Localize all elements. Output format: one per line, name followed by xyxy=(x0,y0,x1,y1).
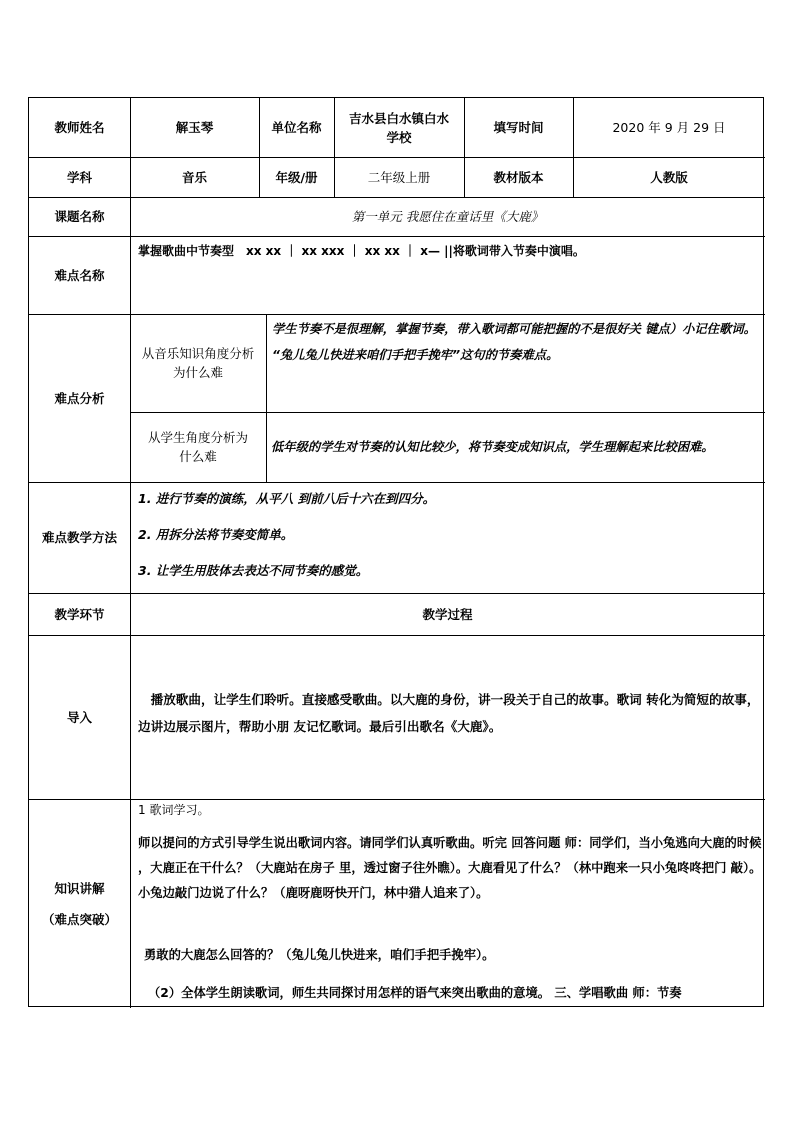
knowledge-label: 知识讲解 xyxy=(54,880,105,896)
intro-label: 导入 xyxy=(66,709,92,725)
knowledge-label-cell xyxy=(29,799,130,1008)
lesson-plan-table xyxy=(28,97,764,1007)
methods-label: 难点教学方法 xyxy=(41,530,117,545)
topic-label: 课题名称 xyxy=(54,209,105,224)
analysis-student-label: 从学生角度分析为什么难 xyxy=(147,430,248,464)
grade-label: 年级/册 xyxy=(275,169,318,185)
knowledge-p1: 1 歌词学习。 xyxy=(138,803,210,817)
col-divider xyxy=(266,314,267,482)
edition-value: 人教版 xyxy=(650,169,688,185)
difficulty-label: 难点名称 xyxy=(54,267,105,283)
date-label: 填写时间 xyxy=(493,120,544,135)
method-item-3: 3. 让学生用肢体去表达不同节奏的感觉。 xyxy=(138,563,369,578)
unit-value: 吉水县白水镇白水学校 xyxy=(348,110,449,145)
stage-label: 教学环节 xyxy=(54,606,105,622)
knowledge-p3: 勇敢的大鹿怎么回答的？（兔儿兔儿快进来，咱们手把手挽牢）。 xyxy=(144,948,495,962)
analysis-label: 难点分析 xyxy=(54,390,105,406)
teacher-value: 解玉琴 xyxy=(175,120,214,135)
method-item-1: 1. 进行节奏的演练，从平八 到前八后十六在到四分。 xyxy=(138,491,436,506)
edition-label: 教材版本 xyxy=(493,169,544,185)
knowledge-sublabel: （难点突破） xyxy=(41,911,117,927)
subject-label: 学科 xyxy=(66,169,92,185)
method-item-2: 2. 用拆分法将节奏变简单。 xyxy=(138,527,294,542)
analysis-student-text: 低年级的学生对节奏的认知比较少，将节奏变成知识点，学生理解起来比较困难。 xyxy=(271,439,714,454)
knowledge-p4: （2）全体学生朗读歌词，师生共同探讨用怎样的语气来突出歌曲的意境。 三、学唱歌曲 师：节奏 xyxy=(148,986,682,1000)
grade-value: 二年级上册 xyxy=(367,169,431,185)
unit-label: 单位名称 xyxy=(271,120,322,135)
analysis-music-label: 从音乐知识角度分析为什么难 xyxy=(141,346,255,380)
row-divider xyxy=(29,635,765,636)
row-divider xyxy=(29,236,765,237)
date-value: 2020 年 9 月 29 日 xyxy=(612,120,726,135)
intro-text: 播放歌曲，让学生们聆听。直接感受歌曲。以大鹿的身份，讲一段关于自己的故事。歌词 转化为简短的故事，边讲边展示图片，帮助小朋 友记忆歌词。最后引出歌名《大鹿》。 xyxy=(138,692,760,734)
difficulty-value: 掌握歌曲中节奏型 xx xx ｜ xx xxx ｜ xx xx ｜ x— ||将歌词带入节奏中演唱。 xyxy=(138,244,585,258)
topic-value: 第一单元 我愿住在童话里《大鹿》 xyxy=(351,209,544,224)
analysis-music-text: 学生节奏不是很理解，掌握节奏，带入歌词都可能把握的不是很好关 键点）小记住歌词。 “兔儿兔儿快进来咱们手把手挽牢”这句的节奏难点。 xyxy=(272,322,756,362)
teacher-label: 教师姓名 xyxy=(54,120,105,135)
row-divider xyxy=(29,482,765,483)
process-label: 教学过程 xyxy=(422,606,473,622)
subject-value: 音乐 xyxy=(181,169,207,185)
knowledge-p2: 师以提问的方式引导学生说出歌词内容。请同学们认真听歌曲。听完 回答问题 师：同学们，当小兔逃向大鹿的时候 ，大鹿正在干什么？（大鹿站在房子 里，透过窗子往外瞧）。大鹿看见了什么？（林中跑来一只小兔咚咚把门 敲）。小兔边敲门边说了什么？（鹿呀鹿呀快开门，林中猎人追来了）。 xyxy=(138,836,762,900)
